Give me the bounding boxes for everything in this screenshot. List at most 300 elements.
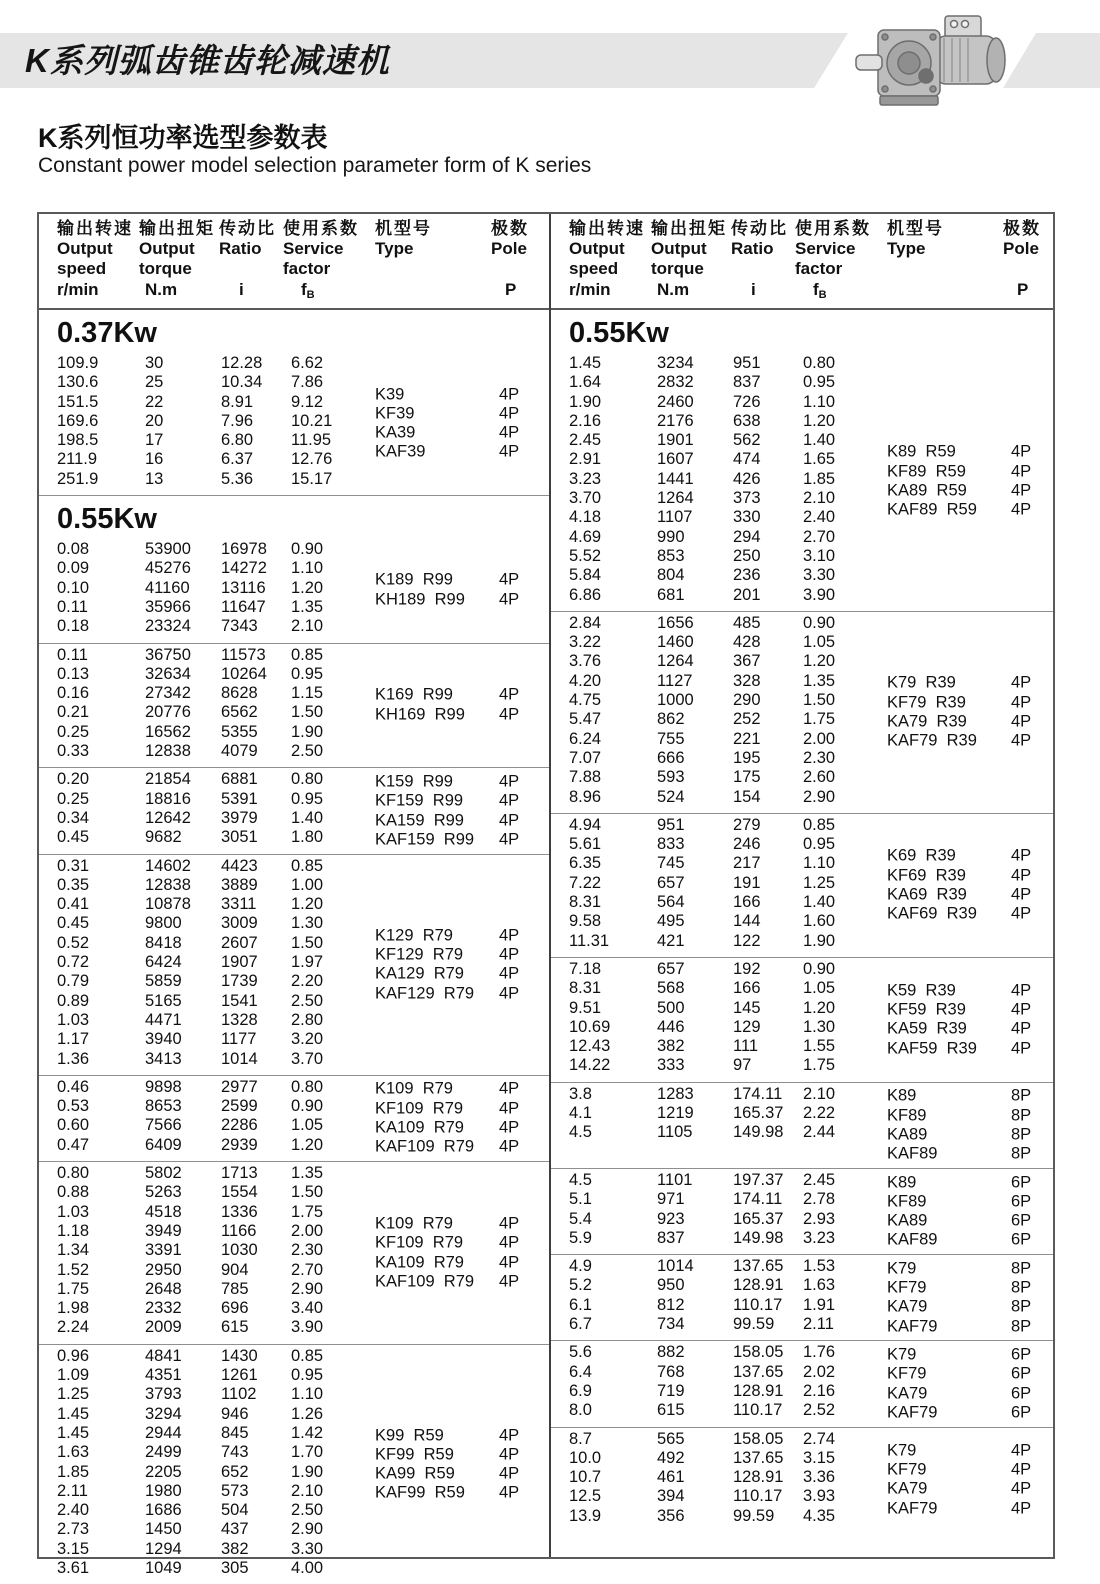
output-speed-value: 2.45 [569,431,602,450]
ratio-value: 6.80 [221,431,254,450]
pole-value: 4P [499,984,520,1003]
data-block [551,1340,1053,1426]
output-torque-value: 1294 [145,1539,182,1558]
power-section-heading: 0.37Kw [57,317,157,349]
type-row [375,424,545,443]
output-speed-value: 2.11 [57,1481,88,1500]
output-torque-value: 990 [657,527,685,546]
type-row [375,1426,545,1445]
model-type: KF59 R39 [887,1000,966,1019]
output-torque-value: 2648 [145,1279,182,1298]
output-speed-value: 7.22 [569,873,602,892]
ratio-value: 845 [221,1423,249,1442]
ratio-value: 5.36 [221,469,254,488]
pole-value: 4P [1011,1441,1032,1460]
service-factor-value: 2.02 [803,1362,836,1381]
column-header-zh: 传动比 [219,219,276,238]
output-speed-value: 8.31 [569,979,602,998]
output-speed-value: 1.45 [569,354,602,372]
output-speed-value: 14.22 [569,1056,611,1075]
type-row [375,404,545,423]
service-factor-value: 0.80 [803,354,836,372]
service-factor-value: 1.60 [803,912,836,931]
output-speed-value: 251.9 [57,469,99,488]
type-row [375,1234,545,1253]
service-factor-value: 2.10 [803,1084,836,1103]
output-speed-value: 0.13 [57,664,90,683]
model-type: KF99 R59 [375,1445,454,1464]
output-speed-value: 6.86 [569,585,602,604]
ratio-value: 373 [733,489,761,508]
model-type: KA79 R39 [887,712,967,731]
type-list [887,1345,1057,1422]
output-speed-value: 5.1 [569,1190,592,1209]
model-type: KF109 R79 [375,1233,464,1252]
service-factor-value: 7.86 [291,373,324,392]
ratio-value: 437 [221,1520,249,1539]
model-type: KA109 R79 [375,1252,464,1271]
ratio-value: 14272 [221,559,267,578]
output-speed-value: 3.22 [569,633,602,652]
model-type: KA59 R39 [887,1019,967,1038]
model-type: K79 [887,1441,917,1460]
pole-value: 6P [1011,1364,1032,1383]
ratio-value: 1554 [221,1183,258,1202]
output-torque-value: 20 [145,411,164,430]
pole-value: 4P [499,772,520,791]
model-type: KAF109 R79 [375,1137,475,1156]
model-type: KH169 R99 [375,705,465,724]
ratio-value: 250 [733,546,761,565]
type-row [375,385,545,404]
ratio-value: 110.17 [733,1487,783,1506]
ratio-value: 10.34 [221,373,263,392]
ratio-value: 158.05 [733,1429,784,1448]
output-torque-value: 45276 [145,559,191,578]
output-torque-value: 333 [657,1056,685,1075]
ratio-value: 165.37 [733,1104,784,1123]
pole-value: 4P [499,423,520,442]
output-speed-value: 6.1 [569,1295,592,1314]
ratio-value: 5355 [221,722,258,741]
service-factor-value: 1.75 [803,710,836,729]
table-row [551,633,1053,652]
model-type: KA159 R99 [375,810,464,829]
service-factor-value: 1.65 [803,450,836,469]
column-header-unit: $f_B$ [813,280,827,301]
service-factor-value: 1.25 [803,873,836,892]
output-torque-value: 3949 [145,1221,182,1240]
data-block [551,813,1053,957]
output-speed-value: 6.35 [569,854,602,873]
service-factor-value: 2.45 [803,1170,836,1189]
output-torque-value: 755 [657,729,685,748]
ratio-value: 946 [221,1404,249,1423]
output-torque-value: 12838 [145,875,191,894]
type-row [887,1106,1057,1125]
table-row [39,1347,549,1366]
ratio-value: 504 [221,1501,249,1520]
output-speed-value: 10.69 [569,1017,611,1036]
output-speed-value: 1.36 [57,1049,90,1068]
output-speed-value: 1.45 [57,1404,90,1423]
type-list [887,443,1057,520]
output-torque-value: 5859 [145,972,182,991]
service-factor-value: 4.00 [291,1559,324,1578]
service-factor-value: 10.21 [291,411,333,430]
type-row [887,1212,1057,1231]
output-torque-value: 1607 [657,450,694,469]
ratio-value: 4423 [221,856,258,875]
service-factor-value: 2.10 [291,617,324,636]
service-factor-value: 1.20 [291,578,324,597]
model-type: K189 R99 [375,571,453,590]
data-block [551,611,1053,813]
ratio-value: 197.37 [733,1170,784,1189]
type-list [887,1087,1057,1164]
model-type: KA129 R79 [375,964,464,983]
table-row [551,586,1053,605]
type-row [887,1298,1057,1317]
column-header-en: Ratio [731,239,774,258]
service-factor-value: 1.35 [291,597,324,616]
output-speed-value: 0.46 [57,1077,90,1096]
output-torque-value: 2205 [145,1462,182,1481]
model-type: KAF39 [375,442,426,461]
ratio-value: 785 [221,1279,249,1298]
output-speed-value: 1.90 [569,392,602,411]
output-torque-value: 719 [657,1381,685,1400]
output-torque-value: 657 [657,959,685,978]
output-torque-value: 23324 [145,617,191,636]
output-speed-value: 2.91 [569,450,602,469]
pole-value: 4P [499,926,520,945]
model-type: K109 R79 [375,1079,453,1098]
type-row [887,1001,1057,1020]
ratio-value: 6562 [221,703,258,722]
type-row [375,443,545,462]
ratio-value: 2286 [221,1116,258,1135]
table-row [551,788,1053,807]
output-torque-value: 4351 [145,1366,182,1385]
type-row [375,945,545,964]
output-torque-value: 2832 [657,373,694,392]
output-torque-value: 492 [657,1448,685,1467]
column-header-2 [731,214,788,299]
output-speed-value: 0.52 [57,933,90,952]
output-torque-value: 16562 [145,722,191,741]
column-header-unit: i [239,280,244,299]
output-torque-value: 41160 [145,578,190,597]
data-block [39,854,549,1075]
output-speed-value: 0.09 [57,559,90,578]
output-speed-value: 0.45 [57,914,90,933]
service-factor-value: 1.35 [803,671,836,690]
type-row [375,965,545,984]
type-row [375,1099,545,1118]
model-type: KA79 [887,1383,928,1402]
ratio-value: 3979 [221,808,258,827]
ratio-value: 3051 [221,828,258,847]
output-torque-value: 6424 [145,953,182,972]
column-header-en: Output [57,239,113,258]
output-speed-value: 8.96 [569,787,602,806]
table-row [39,1385,549,1404]
ratio-value: 638 [733,411,761,430]
service-factor-value: 0.95 [291,664,324,683]
ratio-value: 1430 [221,1346,258,1365]
model-type: K169 R99 [375,686,453,705]
output-torque-value: 950 [657,1276,685,1295]
output-torque-value: 7566 [145,1116,182,1135]
power-section-heading: 0.55Kw [569,317,669,349]
ratio-value: 149.98 [733,1228,784,1247]
table-row [551,614,1053,633]
type-list [887,1441,1057,1518]
output-speed-value: 4.5 [569,1170,592,1189]
type-row [375,686,545,705]
pole-value: 4P [1011,1039,1032,1058]
pole-value: 4P [499,1445,520,1464]
model-type: KH189 R99 [375,590,465,609]
service-factor-value: 1.90 [291,722,324,741]
pole-value: 4P [1011,885,1032,904]
output-speed-value: 0.10 [57,578,90,597]
pole-value: 4P [499,1118,520,1137]
service-factor-value: 1.55 [803,1037,836,1056]
output-torque-value: 565 [657,1429,685,1448]
pole-value: 4P [1011,981,1032,1000]
ratio-value: 128.91 [733,1276,784,1295]
ratio-value: 904 [221,1260,249,1279]
type-row [375,590,545,609]
output-torque-value: 2009 [145,1318,182,1337]
ratio-value: 165.37 [733,1209,784,1228]
type-row [375,1484,545,1503]
output-speed-value: 0.16 [57,684,90,703]
output-torque-value: 1101 [657,1170,693,1189]
data-block [39,767,549,853]
output-torque-value: 3413 [145,1049,182,1068]
type-list [375,772,545,849]
output-speed-value: 5.6 [569,1343,592,1362]
service-factor-value: 1.76 [803,1343,836,1362]
type-row [887,1145,1057,1164]
service-factor-value: 3.15 [803,1448,836,1467]
table-row [39,723,549,742]
service-factor-value: 1.00 [291,875,324,894]
model-type: KF89 [887,1106,927,1125]
type-row [375,1118,545,1137]
model-type: KA99 R59 [375,1464,455,1483]
output-speed-value: 12.5 [569,1487,602,1506]
output-torque-value: 1901 [657,431,694,450]
output-torque-value: 12642 [145,808,191,827]
output-torque-value: 13 [145,469,164,488]
data-block [551,957,1053,1082]
output-torque-value: 2460 [657,392,694,411]
table-row [39,1540,549,1559]
output-speed-value: 1.03 [57,1202,90,1221]
pole-value: 4P [499,1272,520,1291]
pole-value: 6P [1011,1383,1032,1402]
data-block [39,1344,549,1584]
type-row [375,792,545,811]
output-torque-value: 3940 [145,1030,182,1049]
output-torque-value: 3793 [145,1385,182,1404]
output-torque-value: 862 [657,710,685,729]
output-speed-value: 0.21 [57,703,90,722]
service-factor-value: 6.62 [291,354,324,372]
output-speed-value: 0.35 [57,875,90,894]
service-factor-value: 0.80 [291,770,324,789]
model-type: KA69 R39 [887,885,967,904]
service-factor-value: 2.40 [803,508,836,527]
table-row [39,646,549,665]
service-factor-value: 1.42 [291,1423,324,1442]
pole-value: 4P [1011,693,1032,712]
output-speed-value: 198.5 [57,431,99,450]
output-speed-value: 5.52 [569,546,602,565]
service-factor-value: 1.80 [291,828,324,847]
ratio-value: 137.65 [733,1257,784,1276]
pole-value: 4P [499,1233,520,1252]
type-row [375,1138,545,1157]
ratio-value: 174.11 [733,1190,783,1209]
type-row [375,811,545,830]
output-speed-value: 0.18 [57,617,90,636]
output-speed-value: 9.51 [569,998,602,1017]
column-header-en: Output [569,239,625,258]
service-factor-value: 1.90 [803,931,836,950]
service-factor-value: 2.00 [291,1221,324,1240]
service-factor-value: 2.90 [803,787,836,806]
service-factor-value: 2.44 [803,1123,836,1142]
service-factor-value: 1.05 [291,1116,324,1135]
ratio-value: 166 [733,979,761,998]
ratio-value: 5391 [221,789,258,808]
data-block [551,1254,1053,1340]
output-speed-value: 1.45 [57,1423,90,1442]
service-factor-value: 1.40 [803,893,836,912]
type-row [887,1125,1057,1144]
column-header-0 [569,214,645,299]
output-torque-value: 1127 [657,671,693,690]
banner-title: K系列弧齿锥齿轮减速机 [25,42,390,79]
type-list [887,981,1057,1058]
model-type: KAF79 R39 [887,731,977,750]
type-list [375,1426,545,1503]
ratio-value: 144 [733,912,761,931]
service-factor-value: 1.15 [291,684,324,703]
output-torque-value: 3294 [145,1404,182,1423]
type-row [375,705,545,724]
output-torque-value: 1450 [145,1520,182,1539]
model-type: KA39 [375,423,416,442]
table-row [39,1011,549,1030]
ratio-value: 191 [733,873,761,892]
type-row [887,712,1057,731]
column-header-en: factor [795,259,843,278]
model-type: KA89 [887,1125,928,1144]
output-torque-value: 1980 [145,1481,182,1500]
service-factor-value: 1.30 [803,1017,836,1036]
table-row [39,1030,549,1049]
ratio-value: 3009 [221,914,258,933]
output-torque-value: 564 [657,893,685,912]
ratio-value: 16978 [221,540,267,559]
output-torque-value: 923 [657,1209,685,1228]
model-type: KF89 [887,1192,927,1211]
output-torque-value: 3391 [145,1241,182,1260]
model-type: KAF89 [887,1144,938,1163]
table-row [551,652,1053,671]
service-factor-value: 2.74 [803,1429,836,1448]
service-factor-value: 2.20 [291,972,324,991]
model-type: K59 R39 [887,981,956,1000]
type-row [375,1272,545,1291]
type-row [887,1039,1057,1058]
service-factor-value: 0.90 [803,959,836,978]
type-list [375,571,545,610]
table-row [551,960,1053,979]
ratio-value: 10264 [221,664,267,683]
column-header-unit: r/min [569,280,611,299]
output-torque-value: 500 [657,998,685,1017]
output-torque-value: 734 [657,1315,685,1334]
output-torque-value: 8418 [145,933,182,952]
service-factor-value: 2.60 [803,768,836,787]
ratio-value: 743 [221,1443,249,1462]
ratio-value: 4079 [221,742,258,761]
model-type: KAF59 R39 [887,1039,977,1058]
ratio-value: 1739 [221,972,258,991]
output-speed-value: 0.60 [57,1116,90,1135]
table-row [551,932,1053,951]
output-speed-value: 5.2 [569,1276,592,1295]
service-factor-value: 2.22 [803,1104,836,1123]
data-block [551,1168,1053,1254]
data-block [551,1427,1053,1533]
service-factor-value: 1.50 [291,1183,324,1202]
pole-value: 4P [1011,1019,1032,1038]
output-speed-value: 8.0 [569,1401,592,1420]
ratio-value: 294 [733,527,761,546]
pole-value: 4P [499,1214,520,1233]
model-type: KA79 [887,1297,928,1316]
type-row [887,1499,1057,1518]
output-torque-value: 495 [657,912,685,931]
output-torque-value: 4518 [145,1202,182,1221]
pole-value: 4P [1011,846,1032,865]
output-speed-value: 0.11 [57,645,88,664]
ratio-value: 137.65 [733,1362,784,1381]
column-header-zh: 输出转速 [569,219,645,238]
service-factor-value: 1.97 [291,953,324,972]
service-factor-value: 1.20 [291,1135,324,1154]
output-speed-value: 0.08 [57,540,90,559]
output-torque-value: 53900 [145,540,191,559]
type-row [887,732,1057,751]
service-factor-value: 1.20 [803,652,836,671]
type-row [375,1214,545,1233]
output-speed-value: 1.09 [57,1366,90,1385]
table-row [39,1559,549,1578]
output-speed-value: 130.6 [57,373,99,392]
pole-value: 4P [1011,481,1032,500]
output-speed-value: 11.31 [569,931,610,950]
ratio-value: 8628 [221,684,258,703]
